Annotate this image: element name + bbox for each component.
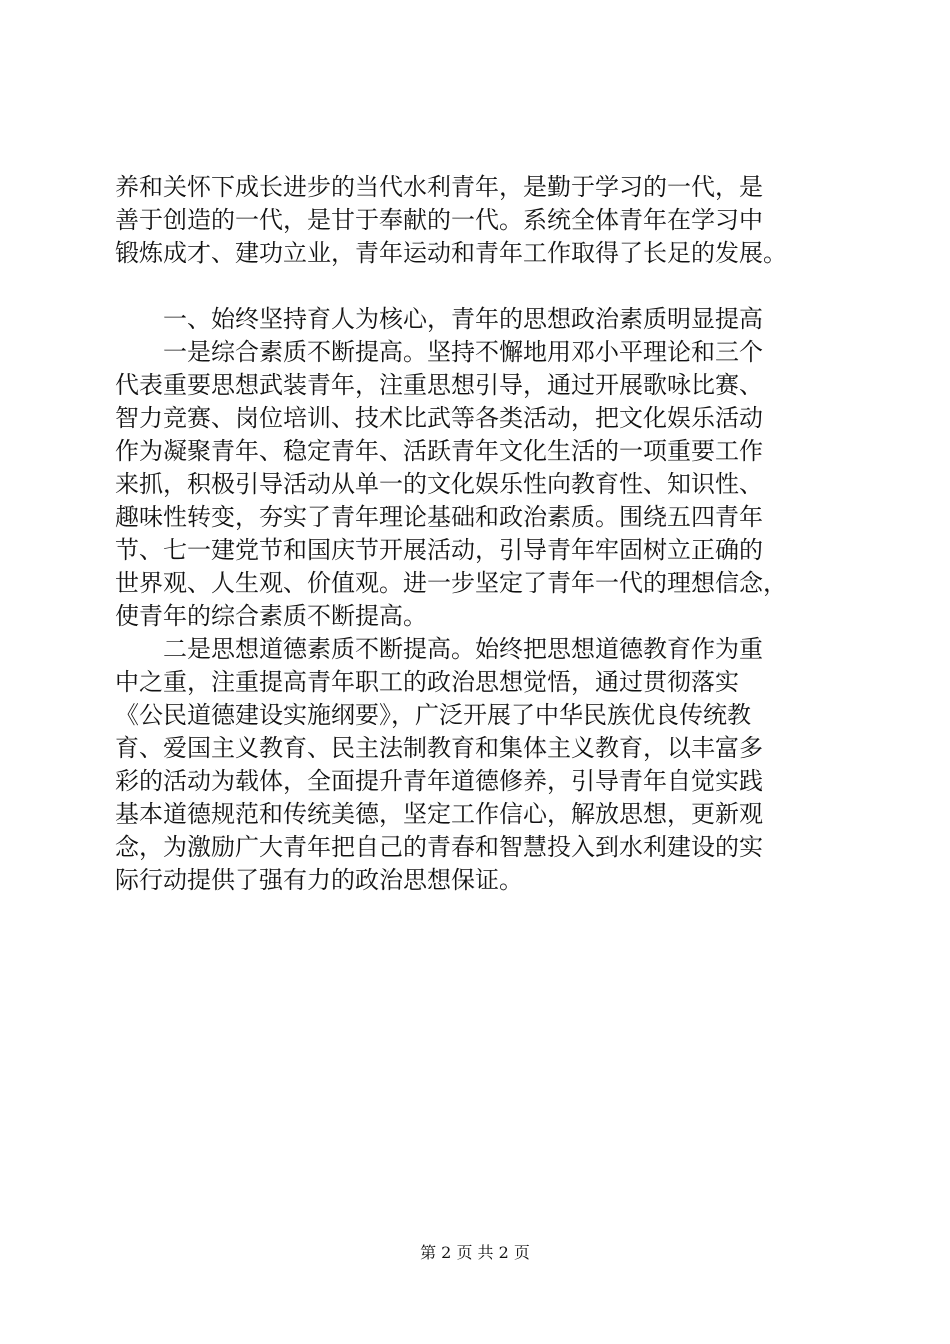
para2-line-3: 《公民道德建设实施纲要》，广泛开展了中华民族优良传统教 <box>115 701 751 729</box>
para2-line-4: 育、爱国主义教育、民主法制教育和集体主义教育，以丰富多 <box>115 734 763 762</box>
para1-line-9: 使青年的综合素质不断提高。 <box>115 602 427 630</box>
intro-line-1: 养和关怀下成长进步的当代水利青年，是勤于学习的一代，是 <box>115 173 763 201</box>
para1-line-7: 节、七一建党节和国庆节开展活动，引导青年牢固树立正确的 <box>115 536 763 564</box>
page-number-footer: 第 2 页 共 2 页 <box>420 1243 530 1262</box>
para1-line-1: 一是综合素质不断提高。坚持不懈地用邓小平理论和三个 <box>163 338 763 366</box>
intro-line-3: 锻炼成才、建功立业，青年运动和青年工作取得了长足的发展。 <box>115 239 787 267</box>
para2-line-7: 念，为激励广大青年把自己的青春和智慧投入到水利建设的实 <box>115 833 763 861</box>
para2-line-8: 际行动提供了强有力的政治思想保证。 <box>115 866 523 894</box>
para1-line-2: 代表重要思想武装青年，注重思想引导，通过开展歌咏比赛、 <box>115 371 763 399</box>
para2-line-6: 基本道德规范和传统美德，坚定工作信心，解放思想，更新观 <box>115 800 763 828</box>
para1-line-5: 来抓，积极引导活动从单一的文化娱乐性向教育性、知识性、 <box>115 470 763 498</box>
para2-line-2: 中之重，注重提高青年职工的政治思想觉悟，通过贯彻落实 <box>115 668 739 696</box>
para1-line-6: 趣味性转变，夯实了青年理论基础和政治素质。围绕五四青年 <box>115 503 763 531</box>
section-heading: 一、始终坚持育人为核心，青年的思想政治素质明显提高 <box>163 305 763 333</box>
para2-line-1: 二是思想道德素质不断提高。始终把思想道德教育作为重 <box>163 635 763 663</box>
intro-line-2: 善于创造的一代，是甘于奉献的一代。系统全体青年在学习中 <box>115 206 763 234</box>
document-body <box>115 171 840 897</box>
para1-line-3: 智力竞赛、岗位培训、技术比武等各类活动，把文化娱乐活动 <box>115 404 763 432</box>
para2-line-5: 彩的活动为载体，全面提升青年道德修养，引导青年自觉实践 <box>115 767 763 795</box>
paragraph-gap <box>115 270 840 303</box>
para1-line-4: 作为凝聚青年、稳定青年、活跃青年文化生活的一项重要工作 <box>115 437 763 465</box>
para1-line-8: 世界观、人生观、价值观。进一步坚定了青年一代的理想信念， <box>115 569 787 597</box>
